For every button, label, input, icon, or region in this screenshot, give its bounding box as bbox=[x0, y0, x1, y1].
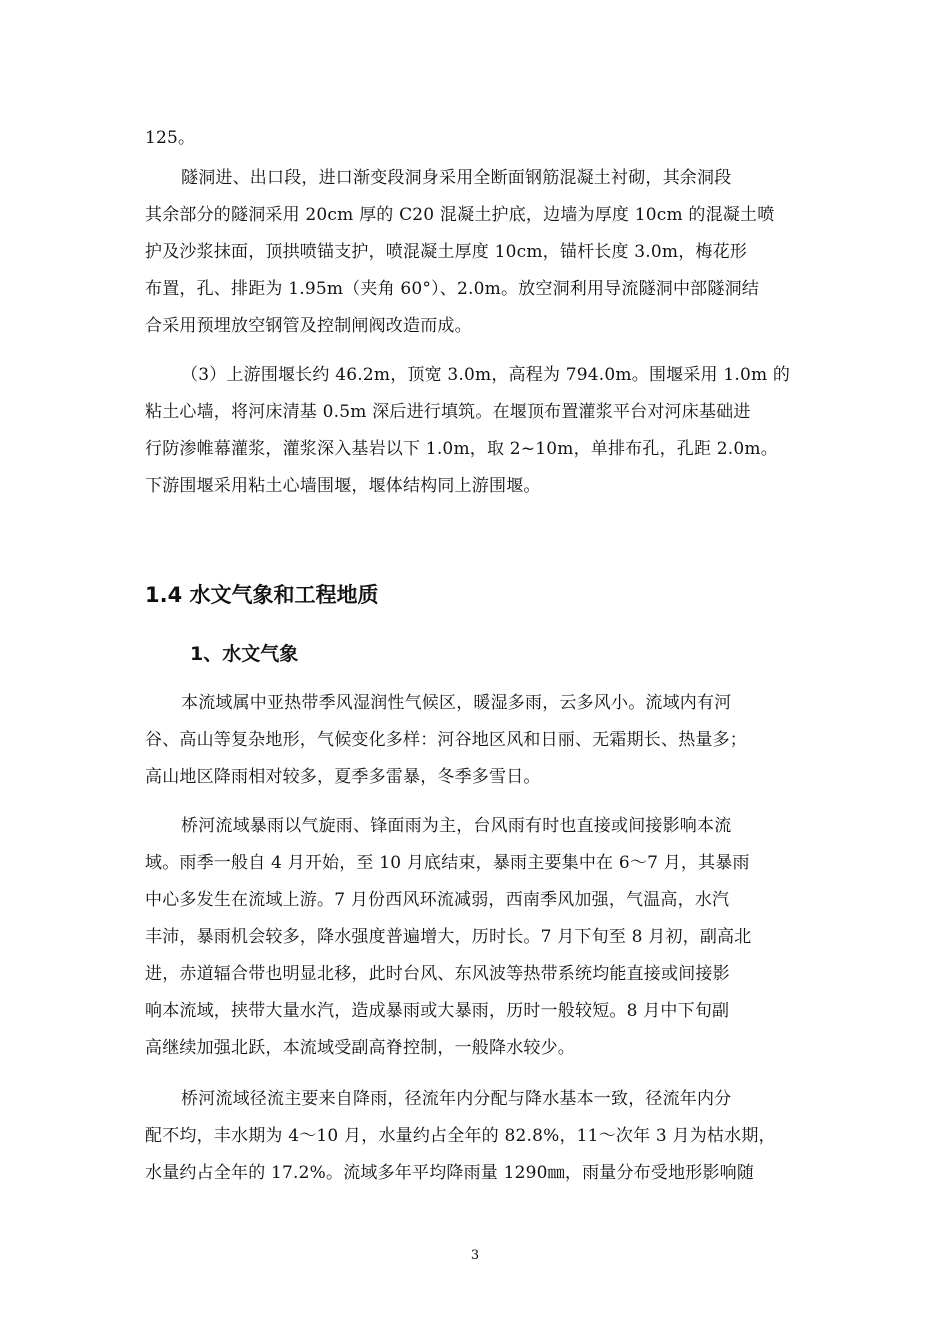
subsection-heading: 1、水文气象 bbox=[190, 643, 299, 665]
paragraph-continuation bbox=[145, 127, 805, 149]
text-line: 125。 bbox=[145, 128, 196, 148]
text-line: （3）上游围堰长约 46.2m，顶宽 3.0m，高程为 794.0m。围堰采用 1.0m 的 bbox=[181, 365, 791, 385]
text-line: 隧洞进、出口段，进口渐变段洞身采用全断面钢筋混凝土衬砌，其余洞段 bbox=[181, 168, 732, 188]
text-line: 本流域属中亚热带季风湿润性气候区，暖湿多雨，云多风小。流域内有河 bbox=[181, 693, 732, 713]
text-line: 行防渗帷幕灌浆，灌浆深入基岩以下 1.0m，取 2~10m，单排布孔，孔距 2.0m。 bbox=[145, 439, 778, 459]
page-number: 3 bbox=[470, 1248, 480, 1263]
text-line: 护及沙浆抹面，顶拱喷锚支护，喷混凝土厚度 10cm，锚杆长度 3.0m，梅花形 bbox=[145, 242, 748, 262]
paragraph-rainstorm bbox=[145, 815, 805, 1059]
text-line: 高山地区降雨相对较多，夏季多雷暴，冬季多雪日。 bbox=[145, 767, 541, 787]
paragraph-tunnel-lining bbox=[145, 167, 805, 337]
text-line: 下游围堰采用粘土心墙围堰，堰体结构同上游围堰。 bbox=[145, 476, 541, 496]
text-line: 响本流域，挟带大量水汽，造成暴雨或大暴雨，历时一般较短。8 月中下旬副 bbox=[145, 1001, 730, 1021]
paragraph-runoff bbox=[145, 1088, 805, 1184]
text-line: 进，赤道辐合带也明显北移，此时台风、东风波等热带系统均能直接或间接影 bbox=[145, 964, 730, 984]
text-line: 其余部分的隧洞采用 20cm 厚的 C20 混凝土护底，边墙为厚度 10cm 的混凝土喷 bbox=[145, 205, 775, 225]
paragraph-cofferdam bbox=[145, 364, 805, 497]
text-line: 桥河流域径流主要来自降雨，径流年内分配与降水基本一致，径流年内分 bbox=[181, 1089, 732, 1109]
text-line: 中心多发生在流域上游。7 月份西风环流减弱，西南季风加强，气温高，水汽 bbox=[145, 890, 730, 910]
text-line: 桥河流域暴雨以气旋雨、锋面雨为主，台风雨有时也直接或间接影响本流 bbox=[181, 816, 732, 836]
text-line: 水量约占全年的 17.2%。流域多年平均降雨量 1290㎜，雨量分布受地形影响随 bbox=[145, 1163, 755, 1183]
text-line: 配不均，丰水期为 4～10 月，水量约占全年的 82.8%，11～次年 3 月为枯水期， bbox=[145, 1126, 776, 1146]
text-line: 谷、高山等复杂地形，气候变化多样：河谷地区风和日丽、无霜期长、热量多； bbox=[145, 730, 747, 750]
text-line: 域。雨季一般自 4 月开始，至 10 月底结束，暴雨主要集中在 6～7 月，其暴雨 bbox=[145, 853, 750, 873]
text-line: 粘土心墙，将河床清基 0.5m 深后进行填筑。在堰顶布置灌浆平台对河床基础进 bbox=[145, 402, 751, 422]
text-line: 合采用预埋放空钢管及控制闸阀改造而成。 bbox=[145, 316, 472, 336]
paragraph-climate bbox=[145, 692, 805, 788]
text-line: 布置，孔、排距为 1.95m（夹角 60°）、2.0m。放空洞利用导流隧洞中部隧洞结 bbox=[145, 279, 759, 299]
section-heading: 1.4 水文气象和工程地质 bbox=[145, 583, 379, 607]
text-line: 丰沛，暴雨机会较多，降水强度普遍增大，历时长。7 月下旬至 8 月初，副高北 bbox=[145, 927, 752, 947]
text-line: 高继续加强北跃，本流域受副高脊控制，一般降水较少。 bbox=[145, 1038, 575, 1058]
